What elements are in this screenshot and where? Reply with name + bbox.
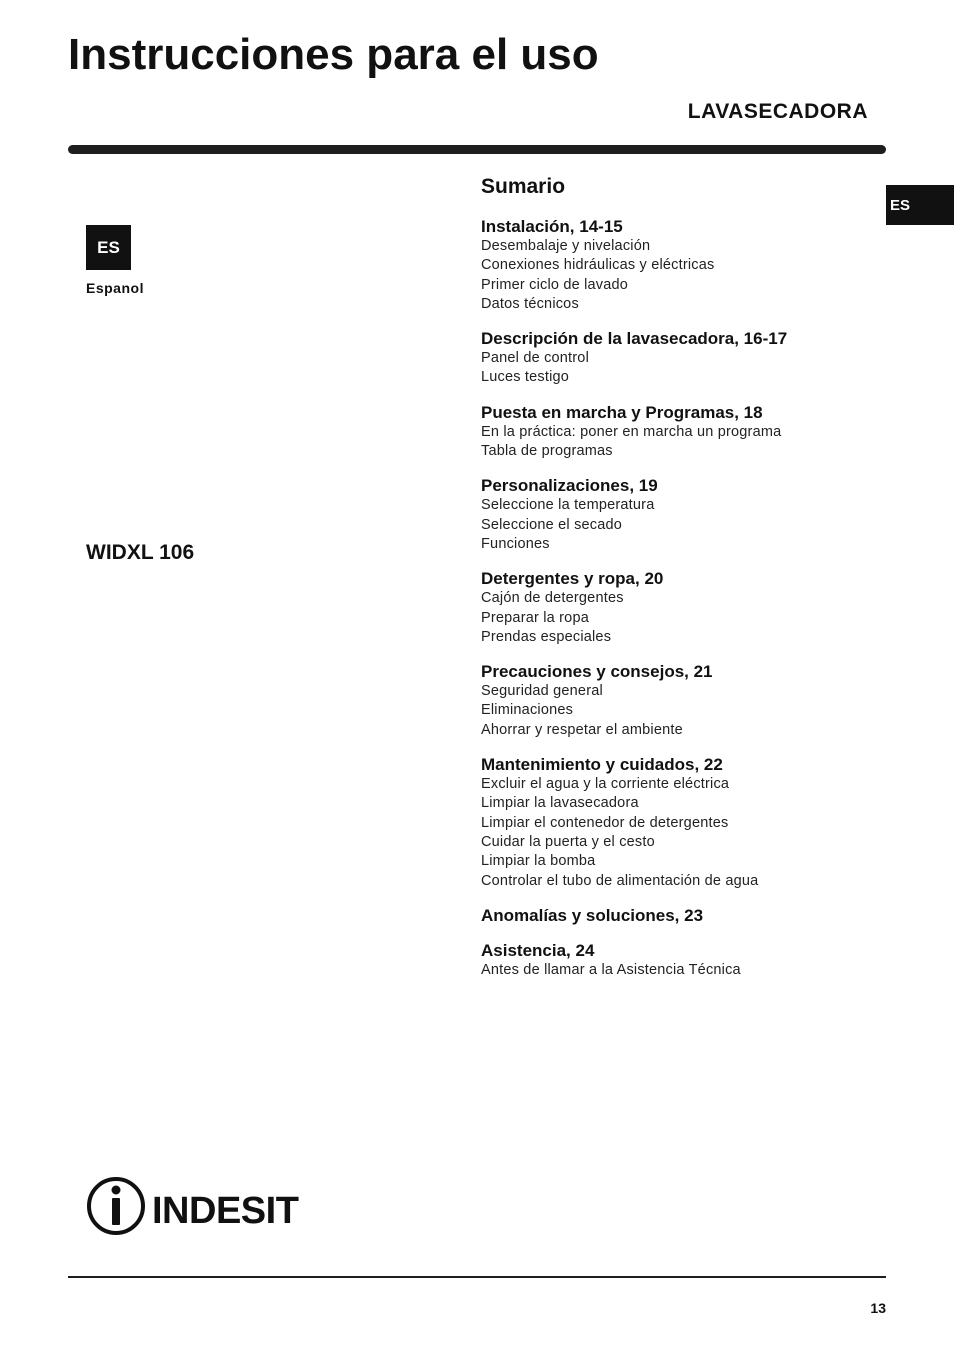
toc-item: Ahorrar y respetar el ambiente (481, 721, 683, 738)
toc-section (481, 754, 886, 891)
toc-sections (481, 216, 886, 980)
toc-item: Tabla de programas (481, 443, 613, 460)
indesit-i-logo-icon (86, 1176, 316, 1236)
toc-section-title: Instalación, 14-15 (481, 217, 623, 236)
header-divider (68, 145, 886, 154)
language-name: Espanol (86, 280, 144, 296)
toc-section (481, 661, 886, 740)
toc-section-title: Detergentes y ropa, 20 (481, 569, 664, 589)
model-name: WIDXL 106 (86, 541, 195, 564)
toc-item: Preparar la ropa (481, 609, 589, 626)
toc-item: Datos técnicos (481, 295, 579, 312)
toc-section (481, 328, 886, 388)
toc-item: Antes de llamar a la Asistencia Técnica (481, 961, 741, 978)
toc-item: Seleccione el secado (481, 516, 623, 533)
toc-item: Cuidar la puerta y el cesto (481, 833, 655, 850)
toc-item: Desembalaje y nivelación (481, 238, 651, 254)
language-badge: ES (86, 225, 131, 270)
toc-item: En la práctica: poner en marcha un programa (481, 423, 782, 440)
toc-section (481, 905, 886, 926)
toc-item: Cajón de detergentes (481, 590, 624, 607)
footer-divider (68, 1276, 886, 1278)
language-side-tab: ES (886, 185, 954, 225)
toc-item: Panel de control (481, 350, 589, 367)
toc-item: Prendas especiales (481, 628, 612, 645)
toc-item: Controlar el tubo de alimentación de agua (481, 872, 759, 889)
toc-section-title: Descripción de la lavasecadora, 16-17 (481, 329, 788, 349)
toc-item: Limpiar la bomba (481, 853, 596, 870)
toc-item: Primer ciclo de lavado (481, 276, 629, 293)
toc-item: Seguridad general (481, 683, 603, 700)
toc-heading: Sumario (481, 175, 566, 198)
toc-section (481, 568, 886, 647)
toc-section (481, 402, 886, 462)
toc-item: Excluir el agua y la corriente eléctrica (481, 776, 730, 793)
toc-item: Funciones (481, 535, 550, 552)
toc-item: Eliminaciones (481, 702, 574, 719)
toc-section (481, 475, 886, 554)
toc-item: Seleccione la temperatura (481, 497, 655, 514)
toc-section (481, 216, 886, 314)
product-type: LAVASECADORA (687, 100, 868, 123)
toc-section-title: Asistencia, 24 (481, 940, 595, 960)
page-number: 13 (870, 1300, 886, 1316)
toc-section (481, 940, 886, 980)
toc-section-title: Precauciones y consejos, 21 (481, 662, 713, 682)
toc-item: Limpiar la lavasecadora (481, 795, 639, 812)
toc-section-title: Personalizaciones, 19 (481, 476, 658, 496)
page-title: Instrucciones para el uso (68, 30, 599, 79)
toc-item: Conexiones hidráulicas y eléctricas (481, 257, 715, 274)
toc-item: Luces testigo (481, 369, 570, 386)
toc-item: Limpiar el contenedor de detergentes (481, 814, 729, 831)
table-of-contents (481, 175, 886, 994)
toc-section-title: Puesta en marcha y Programas, 18 (481, 402, 763, 422)
toc-section-title: Mantenimiento y cuidados, 22 (481, 755, 723, 775)
brand-logo (86, 1176, 316, 1236)
toc-section-title: Anomalías y soluciones, 23 (481, 905, 704, 925)
logo-wordmark: INDESIT (152, 1190, 299, 1232)
